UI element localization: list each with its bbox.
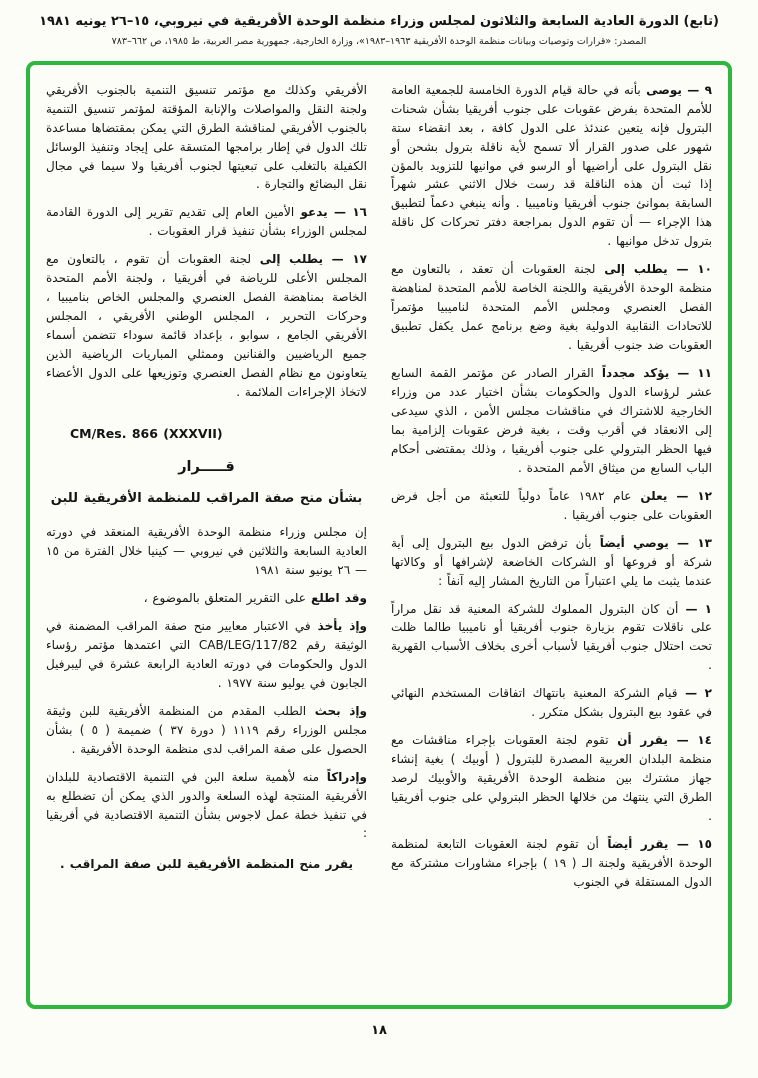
paragraph: ١٧ — يطلب إلى لجنة العقوبات أن تقوم ، بالتعاون مع المجلس الأعلى للرياضة في أفريقيا ، ولجنة الأمم المتحدة الخاصة بمناهضة الفصل العنصري والمجلس الخاص بناميبيا ، وحركات التحرير ، المجلس الوطني الأفريقي ، المجلس الأفريقي الجامع ، سوابو ، بإعداد قائمة سوداء تتضمن أسماء جميع الرياضيين والفنانين وممثلي المباريات الرياضية الذين يتعاونون مع نظام الفصل العنصري وتوزيعها على الدول الأعضاء لاتخاذ الإجراءات الملائمة . [46, 252, 367, 399]
resolution-subtitle: بشأن منح صفة المراقب للمنظمة الأفريقية للبن [50, 490, 363, 506]
paragraph-lead: ١٠ — يطلب إلى [595, 262, 712, 277]
paragraph: ١٣ — يوصي أيضاً بأن ترفض الدول بيع البترول إلى أية شركة أو فروعها أو الشركات الخاضعة لإشرافها أو وكالاتها عندما يثبت ما يلي اعتباراً من التاريخ المشار إليه آنفاً : [391, 535, 712, 588]
column-left [46, 81, 367, 995]
paragraph-lead: وإذ يأخذ [310, 618, 367, 633]
paragraph-lead: ١ — [678, 601, 712, 616]
paragraph-lead: وإذ بحث [306, 703, 367, 718]
paragraph: ١ — أن كان البترول المملوك للشركة المعنية قد نقل مراراً على ناقلات تقوم بزيارة جنوب أفريقيا أو ناميبيا طالما ظلت تحت احتلال جنوب أفريقيا لأسباب أخرى بخلاف الأسباب القهرية . [391, 601, 712, 673]
page-header [0, 12, 758, 49]
paragraph-lead: ١٢ — يعلن [631, 488, 712, 503]
column-right [391, 81, 712, 995]
paragraph-lead: ٩ — يوصى [640, 82, 712, 97]
paragraph-lead: ١٥ — يقرر أيضاً [598, 837, 712, 851]
resolution-title: قـــــرار [178, 458, 235, 475]
page-number: ١٨ [371, 1022, 387, 1038]
green-border-box [26, 61, 732, 1009]
paragraph-lead: وإدراكاً [319, 769, 367, 784]
page-footer [0, 1019, 758, 1038]
paragraph: وإذ يأخذ في الاعتبار معايير منح صفة المراقب المضمنة في الوثيقة رقم CAB/LEG/117/82 التي اعتمدها مؤتمر رؤساء الدول والحكومات في دورته العادية الرابعة عشرة في ليبرفيل الجابون في يوليو سنة ١٩٧٧ . [46, 618, 367, 690]
paragraph-lead: ١٧ — يطلب إلى [251, 252, 367, 267]
resolution-decision: يقرر منح المنظمة الأفريقية للبن صفة المراقب . [60, 857, 353, 872]
paragraph-lead: ١٦ — يدعو [294, 205, 367, 220]
paragraph-lead: ١٤ — يقرر أن [608, 733, 712, 748]
paragraph-lead: وقد اطلع [305, 590, 367, 605]
paragraph: إن مجلس وزراء منظمة الوحدة الأفريقية المنعقد في دورته العادية السابعة والثلاثين في نيروبي — كينيا خلال الفترة من ١٥ — ٢٦ يونيو سنة ١٩٨١ [46, 525, 367, 578]
paragraph: ١٤ — يقرر أن تقوم لجنة العقوبات بإجراء مناقشات مع منظمة البلدان العربية المصدرة للبترول ( أوبيك ) بغية إنشاء جهاز مشترك بين منظمة الوحدة الأفريقية والأوبيك لرصد الطرق التي ينتهك من خلالها الحظر البترولي على جنوب أفريقيا . [391, 733, 712, 824]
paragraph: ٩ — يوصى بأنه في حالة قيام الدورة الخامسة للجمعية العامة للأمم المتحدة بفرض عقوبات على جنوب أفريقيا بشأن شحنات البترول فإنه يتعين عندئذ على الدول كافة ، بعد انقضاء ستة شهور على صدور القرار ألا تسمح لأية ناقلة بترول بشحن أو نقل البترول على أراضيها أو الرسو في موانيها للتزويد بالمؤن إذا ثبت أن هذه الناقلة قد رست خلال الاثني عشر شهراً السابقة بموانئ جنوب أفريقيا وناميبيا . وأنه ينبغي دعماً لتطبيق هذا الإجراء — أن تقوم الدول بمراجعة دفتر تحركات كل ناقلة بترول تدخل موانيها . [391, 82, 712, 249]
paragraph: الأفريقي وكذلك مع مؤتمر تنسيق التنمية بالجنوب الأفريقي ولجنة النقل والمواصلات والإنابة المؤقتة لمؤتمر تنسيق التنمية بالجنوب الأفريقي لمناقشة الطرق التي يمكن بمقتضاها مساعدة تلك الدول في إطار برامجها المتسقة على إيجاد وتنفيذ الوسائل الكفيلة بالتغلب على تبعيتها لجنوب أفريقيا ولا سيما في مجال نقل البضائع والتجارة . [46, 82, 367, 192]
document-title: (تابع) الدورة العادية السابعة والثلاثون لمجلس وزراء منظمة الوحدة الأفريقية في نيروبي، ١٥–٢٦ يونيه ١٩٨١ [39, 14, 719, 29]
paragraph: ١٦ — يدعو الأمين العام إلى تقديم تقرير إلى الدورة القادمة لمجلس الوزراء بشأن تنفيذ قرار العقوبات . [46, 205, 367, 239]
paragraph: ٢ — قيام الشركة المعنية بانتهاك اتفاقات المستخدم النهائي في عقود بيع البترول بشكل متكرر . [391, 686, 712, 720]
source-line: المصدر: «قرارات وتوصيات وبيانات منظمة الوحدة الأفريقية ١٩٦٣–١٩٨٣»، وزارة الخارجية، جمهورية مصر العربية، ط ١٩٨٥، ص ٦٦٢–٧٨٣ [111, 35, 647, 47]
paragraph-lead: ١١ — يؤكد مجدداً [593, 366, 713, 381]
paragraph: ١٢ — يعلن عام ١٩٨٢ عاماً دولياً للتعبئة من أجل فرض العقوبات على جنوب أفريقيا . [391, 488, 712, 522]
paragraph: وإذ بحث الطلب المقدم من المنظمة الأفريقية للبن وثيقة مجلس الوزراء رقم ١١١٩ ( دورة ٣٧ ) ضميمة ( ٥ ) بشأن الحصول على صفة المراقب لدى منظمة الوحدة الأفريقية . [46, 703, 367, 756]
paragraph: وإدراكاً منه لأهمية سلعة البن في التنمية الاقتصادية للبلدان الأفريقية المنتجة لهذه السلعة والدور الذي يمكن أن تضطلع به في تنفيذ خطة عمل لاجوس بشأن التنمية الاقتصادية في أفريقيا : [46, 769, 367, 841]
paragraph: ١٥ — يقرر أيضاً أن تقوم لجنة العقوبات التابعة لمنظمة الوحدة الأفريقية ولجنة الـ ( ١٩ ) بإجراء مشاورات مشتركة مع الدول المستقلة في الجنوب [391, 837, 712, 889]
paragraph-lead: ٢ — [677, 686, 712, 701]
two-column-layout [46, 81, 712, 995]
paragraph-lead: ١٣ — يوصي أيضاً [591, 535, 712, 550]
resolution-ref: CM/Res. 866 (XXXVII) [70, 425, 223, 441]
paragraph: ١٠ — يطلب إلى لجنة العقوبات أن تعقد ، بالتعاون مع منظمة الوحدة الأفريقية واللجنة الخاصة للأمم المتحدة لمناهضة الفصل العنصري ومجلس الأمم المتحدة لناميبيا مؤتمراً للاتحادات النقابية الدولية بغية وضع برنامج عمل يكفل تطبيق العقوبات ضد جنوب أفريقيا . [391, 262, 712, 353]
paragraph: ١١ — يؤكد مجدداً القرار الصادر عن مؤتمر القمة السابع عشر لرؤساء الدول والحكومات بشأن اختيار عدد من وزراء الخارجية للاشتراك في مناقشات مجلس الأمن ، الذي سيدعى إلى الانعقاد في أقرب وقت ، بغية فرض عقوبات إلزامية بما فيها الحظر البترولي على جنوب أفريقيا ، وذلك بمقتضى أحكام الباب السابع من ميثاق الأمم المتحدة . [391, 366, 713, 475]
paragraph: وقد اطلع على التقرير المتعلق بالموضوع ، [143, 590, 367, 605]
